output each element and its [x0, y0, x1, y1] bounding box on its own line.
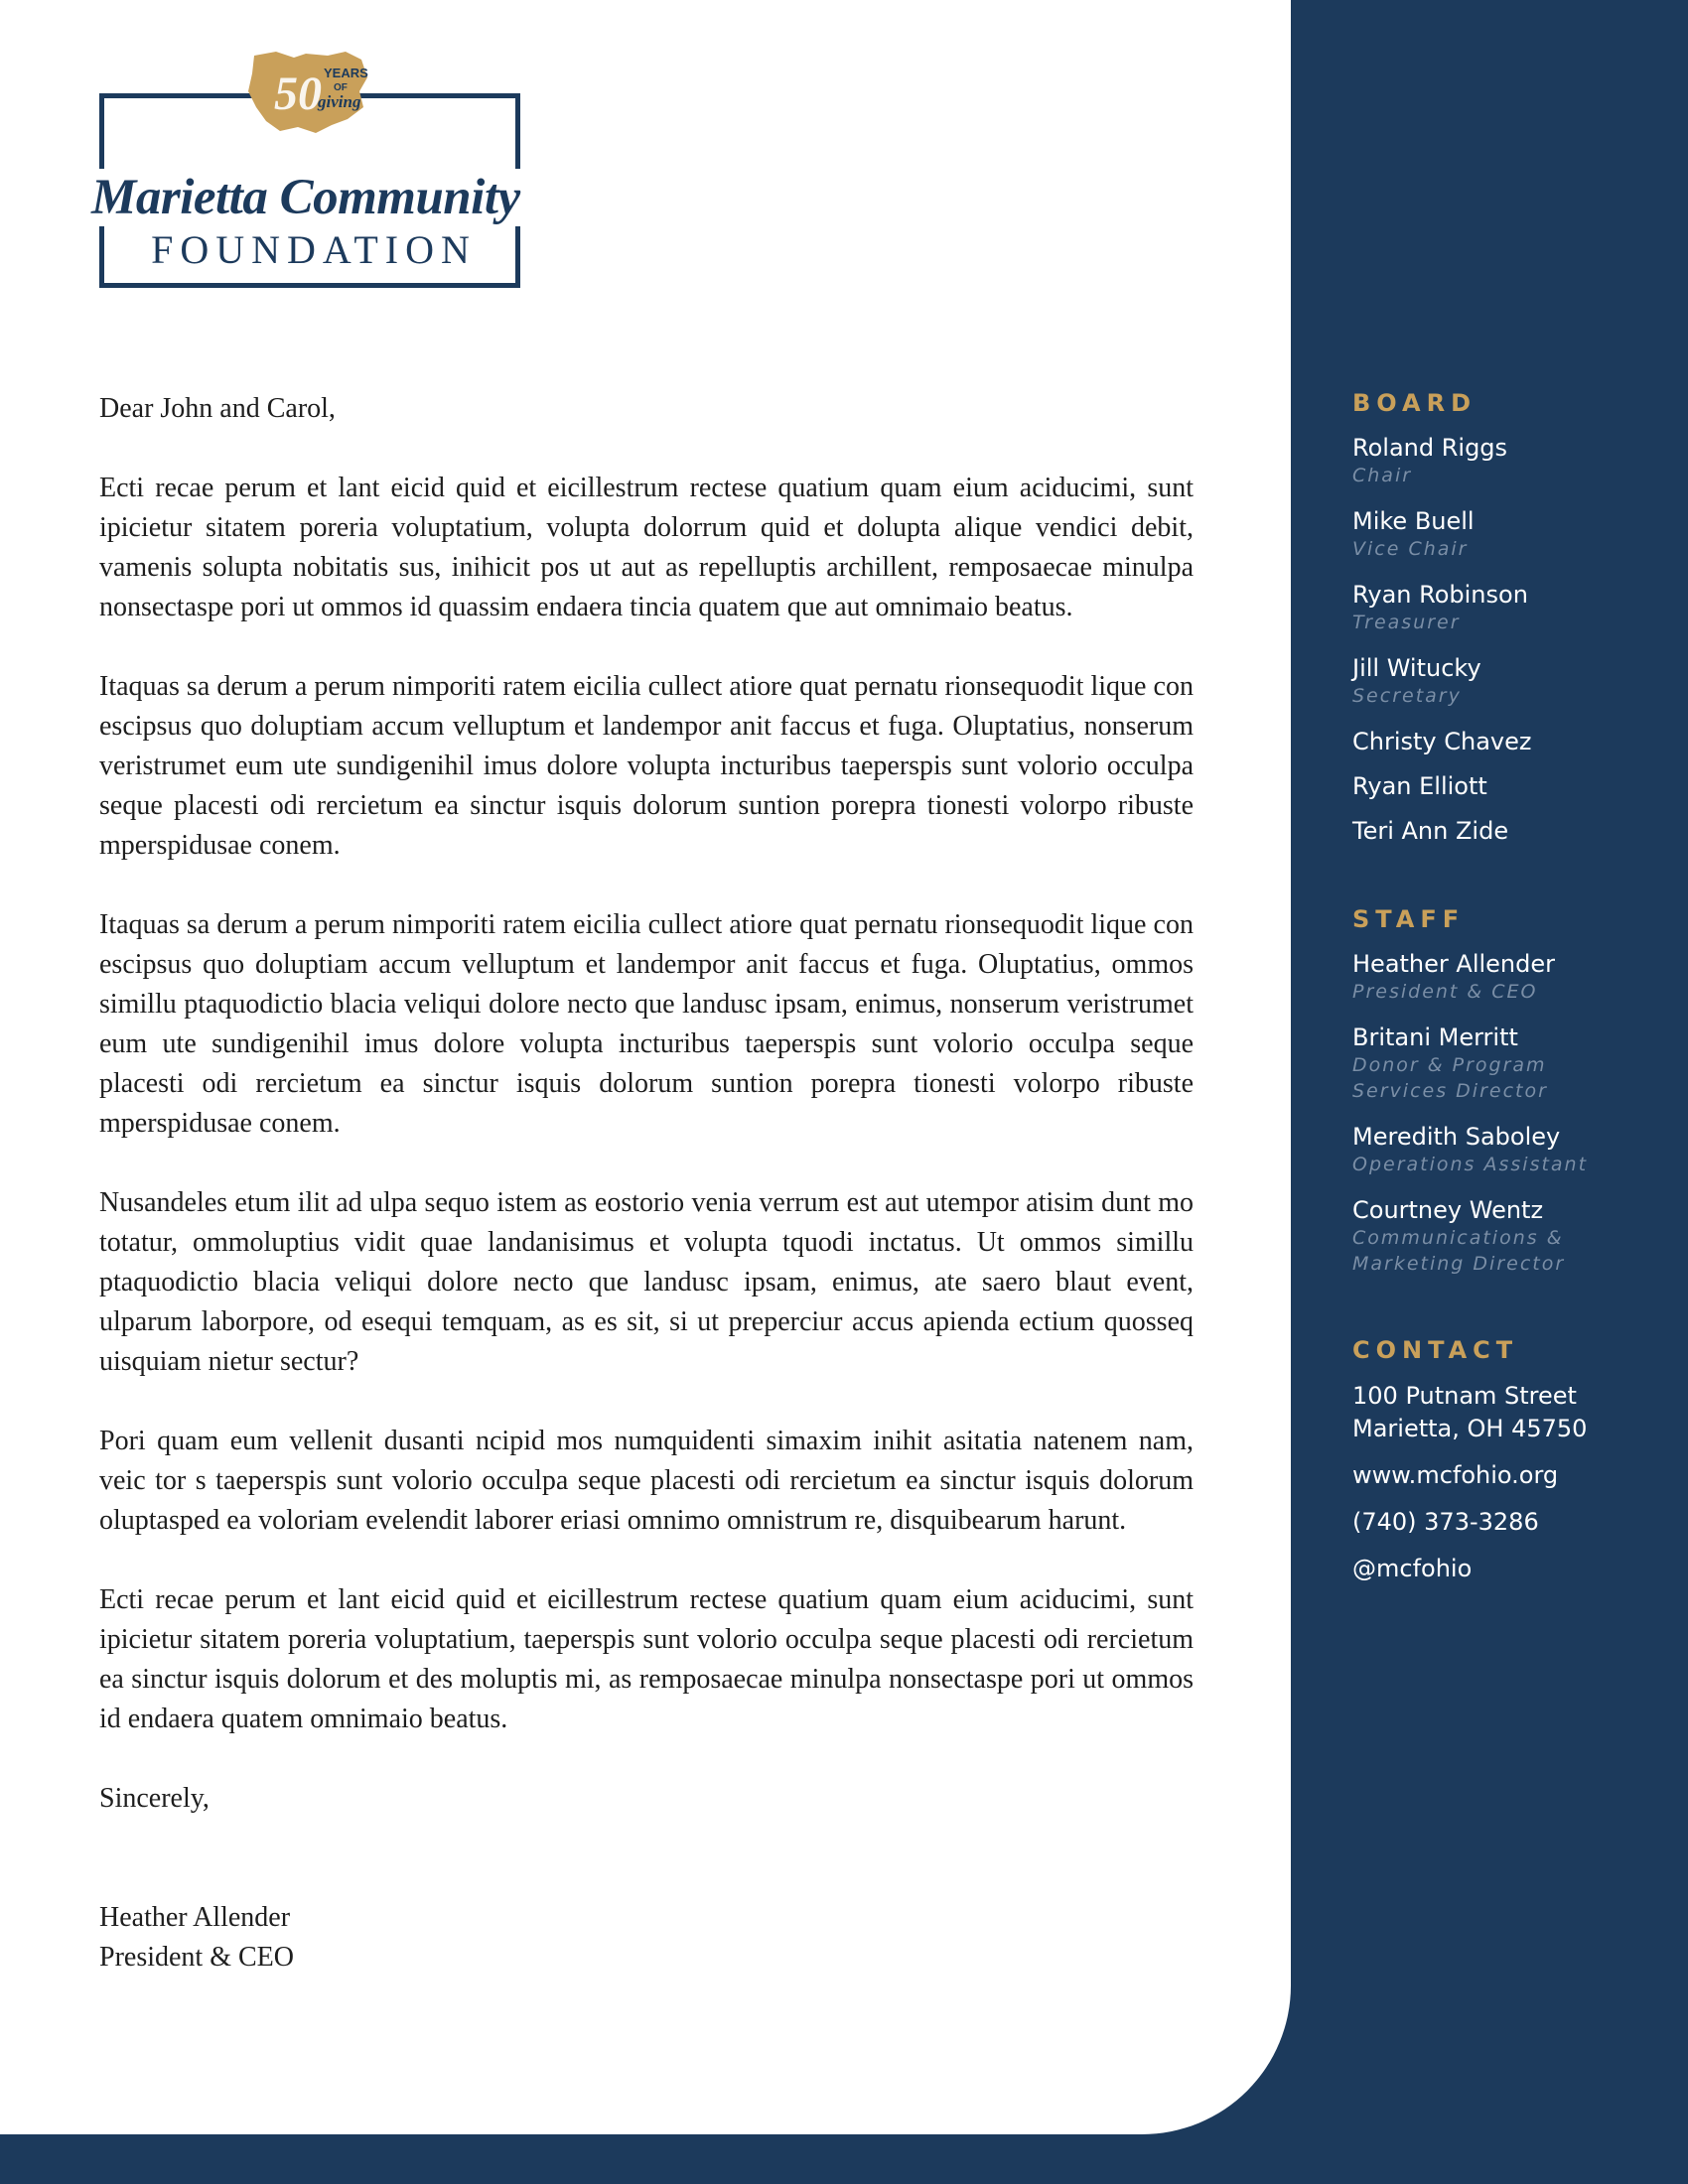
- staff-member: [1352, 949, 1650, 1005]
- board-member: [1352, 653, 1650, 709]
- board-section: [1352, 389, 1650, 846]
- staff-title: STAFF: [1352, 905, 1466, 933]
- board-member: [1352, 727, 1650, 756]
- board-member-role: Secretary: [1352, 685, 1462, 707]
- phone-number[interactable]: (740) 373-3286: [1352, 1508, 1539, 1536]
- logo-name-line1: Marietta Community: [87, 169, 554, 226]
- paragraph-6: Ecti recae perum et lant eicid quid et eicillestrum rectese quatium quam eium aciducimi, sunt ipicietur sitatem poreria voluptatium, taeperspis sunt volorio occulpa seque placesti odi rercietum ea sinctur isquis dolorum et des moluptis mi, as remposaecae minulpa nonsectaspe pori ut ommos id endaera quatem omnimaio beatus.: [99, 1584, 1194, 1734]
- staff-member: [1352, 1122, 1650, 1177]
- address-line-2: Marietta, OH 45750: [1352, 1415, 1588, 1442]
- badge-giving: giving: [318, 92, 361, 111]
- board-member: [1352, 580, 1650, 635]
- board-title: BOARD: [1352, 389, 1477, 417]
- staff-member-role: Marketing Director: [1352, 1253, 1566, 1275]
- staff-section: [1352, 905, 1650, 1277]
- salutation: Dear John and Carol,: [99, 393, 336, 424]
- signature-name: Heather Allender: [99, 1902, 291, 1933]
- board-member-name: Ryan Elliott: [1352, 772, 1487, 800]
- board-member: [1352, 433, 1650, 488]
- paragraph-1: Ecti recae perum et lant eicid quid et eicillestrum rectese quatium quam eium aciducimi, sunt ipicietur sitatem poreria voluptatium, volupta dolorrum quid et dolupta alique vendici debit, vamenis solupta nobitatis sus, inihicit pos ut aut as repelluptis archillent, remposaecae minulpa nonsectaspe pori ut ommos id quassim endaera tincia quatem que aut omnimaio beatus.: [99, 473, 1194, 622]
- paragraph-4: Nusandeles etum ilit ad ulpa sequo istem as eostorio venia verrum est aut utempor atisim dunt mo totatur, ommoluptius vidit quae landanisimus et volupta tquodi inctatus. Ut ommos simillu ptaquodictio blacia veliqui dolore necto que landusc ipsam, enimus, ate saero blaut event, ulparum laborpore, od esequi temquam, as es sit, si ut preperciur accus apienda ectium quosseq uisquiam nietur sectur?: [99, 1187, 1194, 1377]
- letter-body: [99, 389, 1194, 1978]
- paragraph-2: Itaquas sa derum a perum nimporiti ratem eicilia cullect atiore quat pernatu rionsequodit lique con escipsus quo doluptiam accum velluptum et landempor anit faccus et fuga. Oluptatius, nonserum veristrumet eum ute sundigenihil imus dolore volupta incturibus taeperspis sunt volorio occulpa seque placesti odi rercietum ea sinctur isquis dolorum suntion porepra tionesti volorpo ribuste mperspidusae conem.: [99, 671, 1194, 861]
- contact-address: [1352, 1380, 1650, 1445]
- board-member-name: Roland Riggs: [1352, 434, 1508, 462]
- signature-title: President & CEO: [99, 1942, 294, 1973]
- board-member-name: Mike Buell: [1352, 507, 1475, 535]
- staff-member: [1352, 1195, 1650, 1277]
- staff-member: [1352, 1023, 1650, 1104]
- social-handle[interactable]: @mcfohio: [1352, 1555, 1473, 1582]
- board-member-name: Ryan Robinson: [1352, 581, 1528, 609]
- website-link[interactable]: www.mcfohio.org: [1352, 1461, 1559, 1489]
- sidebar: [1352, 389, 1650, 1645]
- board-member-name: Teri Ann Zide: [1352, 817, 1509, 845]
- badge-years: YEARS: [324, 66, 368, 80]
- badge-number: 50: [274, 68, 322, 120]
- board-member-name: Jill Witucky: [1352, 654, 1481, 682]
- board-member: [1352, 506, 1650, 562]
- staff-member-role: President & CEO: [1352, 981, 1538, 1003]
- staff-member-role: Donor & Program: [1352, 1054, 1547, 1076]
- badge-of: OF: [334, 82, 348, 93]
- closing: Sincerely,: [99, 1783, 210, 1814]
- staff-member-name: Britani Merritt: [1352, 1024, 1518, 1051]
- paragraph-3: Itaquas sa derum a perum nimporiti ratem eicilia cullect atiore quat pernatu rionsequodit lique con escipsus quo doluptiam accum velluptum et landempor anit faccus et fuga. Oluptatius, ommos simillu ptaquodictio blacia veliqui dolore necto que landusc ipsam, enimus, nonserum veristrumet eum ute sundigenihil imus dolore volupta incturibus taeperspis sunt volorio occulpa seque placesti odi rercietum ea sinctur isquis dolorum suntion porepra tionesti volorpo ribuste mperspidusae conem.: [99, 909, 1194, 1139]
- board-member-name: Christy Chavez: [1352, 728, 1532, 755]
- logo-name-line2: FOUNDATION: [127, 226, 500, 273]
- staff-member-role: Operations Assistant: [1352, 1154, 1589, 1175]
- staff-member-role: Services Director: [1352, 1080, 1548, 1102]
- board-member: [1352, 816, 1650, 846]
- foundation-logo: [87, 48, 554, 306]
- board-member-role: Chair: [1352, 465, 1413, 486]
- board-member-role: Vice Chair: [1352, 538, 1469, 560]
- staff-member-role: Communications &: [1352, 1227, 1564, 1249]
- address-line-1: 100 Putnam Street: [1352, 1382, 1577, 1410]
- staff-member-name: Heather Allender: [1352, 950, 1555, 978]
- staff-member-name: Courtney Wentz: [1352, 1196, 1544, 1224]
- staff-member-name: Meredith Saboley: [1352, 1123, 1561, 1151]
- paragraph-5: Pori quam eum vellenit dusanti ncipid mos numquidenti simaxim inihit asitatia natenem nam, veic tor s taeperspis sunt volorio occulpa seque placesti odi rercietum ea sinctur isquis dolorum oluptasped ea voloriam evelendit laborer eriasi omnimo omnistrum re, disquibearum harunt.: [99, 1426, 1194, 1536]
- fifty-years-badge-icon: [236, 48, 375, 137]
- board-member-role: Treasurer: [1352, 612, 1461, 633]
- contact-section: [1352, 1336, 1650, 1585]
- contact-title: CONTACT: [1352, 1336, 1519, 1364]
- board-member: [1352, 771, 1650, 801]
